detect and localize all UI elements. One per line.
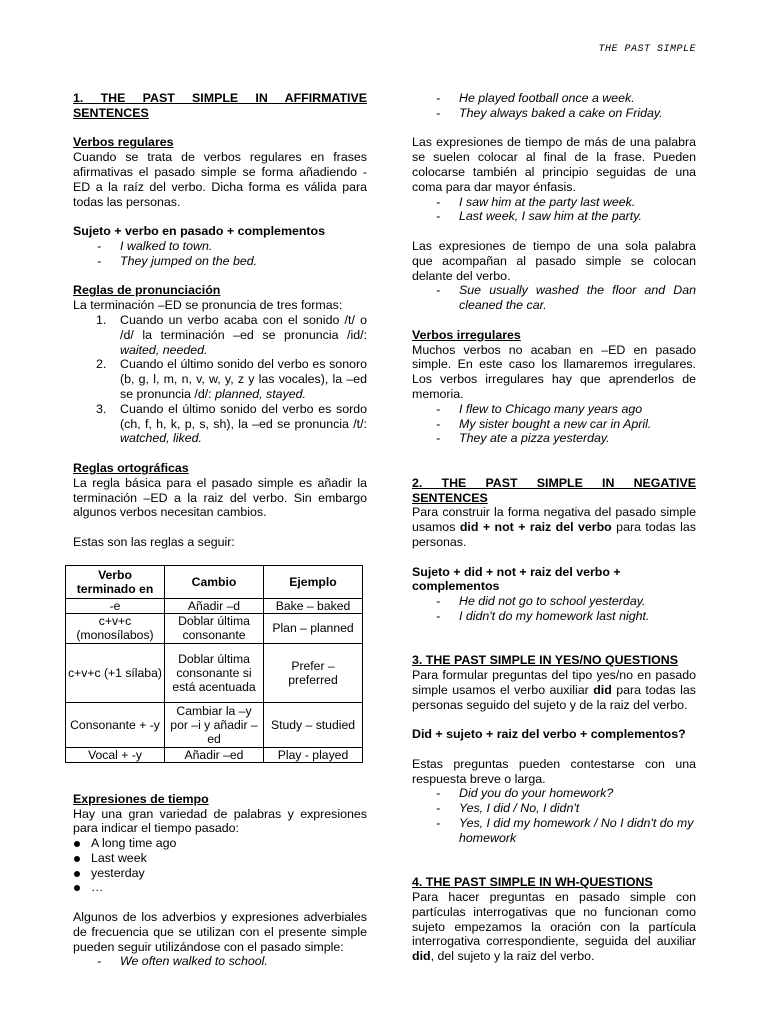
table-cell: Study – studied (264, 702, 363, 747)
table-cell: Vocal + -y (66, 747, 165, 762)
table-cell: Play - played (264, 747, 363, 762)
bullet-icon (74, 856, 80, 862)
bullet-icon (74, 885, 80, 891)
adverbs-text: Algunos de los adverbios y expresiones adverbiales de frecuencia que se utilizan con el presente simple pueden seguir utilizándose con el pasado simple: (73, 910, 367, 954)
pronunciation-heading: Reglas de pronunciación (73, 283, 221, 298)
table-cell: Añadir –ed (165, 747, 264, 762)
pronunciation-item: 2. Cuando el último sonido del verbo es sonoro (b, g, l, m, n, v, w, y, z y las vocales), la –ed se pronuncia /d/: planned, stayed. (96, 357, 367, 401)
left-column (68, 91, 367, 969)
table-row (66, 643, 363, 702)
table-cell: Doblar última consonante si está acentuada (165, 643, 264, 702)
example-line: - We often walked to school. (73, 954, 367, 969)
bullet-icon (74, 871, 80, 877)
table-cell: -e (66, 598, 165, 613)
time-expressions-heading: Expresiones de tiempo (73, 791, 209, 806)
regular-verbs-heading: Verbos regulares (73, 135, 174, 150)
example-line: - My sister bought a new car in April. (412, 417, 696, 432)
yes-no-formula: Did + sujeto + raiz del verbo + complementos? (412, 727, 686, 742)
table-cell: Consonante + -y (66, 702, 165, 747)
affirmative-formula: Sujeto + verbo en pasado + complementos (73, 224, 326, 239)
example-line: - I flew to Chicago many years ago (412, 402, 696, 417)
spelling-rules-table (65, 565, 363, 763)
bullet-item: … (73, 880, 367, 895)
table-cell: Cambiar la –y por –i y añadir –ed (165, 702, 264, 747)
example-line: - I didn't do my homework last night. (412, 609, 696, 624)
bullet-icon (74, 841, 80, 847)
page-header: THE PAST SIMPLE (598, 44, 696, 55)
table-cell: Prefer – preferred (264, 643, 363, 702)
regular-verbs-text: Cuando se trata de verbos regulares en frases afirmativas el pasado simple se forma añadiendo -ED a la raíz del verbo. Dicha forma es válida para todas las personas. (73, 150, 367, 209)
time-expressions-text: Hay una gran variedad de palabras y expresiones para indicar el tiempo pasado: (73, 806, 367, 836)
section-4-title: 4. THE PAST SIMPLE IN WH-QUESTIONS (412, 875, 653, 890)
section-3-title: 3. THE PAST SIMPLE IN YES/NO QUESTIONS (412, 653, 678, 668)
table-row (66, 747, 363, 762)
table-row (66, 598, 363, 613)
negative-formula: Sujeto + did + not + raiz del verbo + complementos (412, 564, 621, 594)
table-row (66, 613, 363, 643)
spelling-heading: Reglas ortográficas (73, 460, 189, 475)
example-line: - He played football once a week. (412, 91, 696, 106)
example-line: - I saw him at the party last week. (412, 195, 696, 210)
bullet-item: Last week (73, 851, 367, 866)
negative-text: Para construir la forma negativa del pasado simple usamos did + not + raiz del verbo para todas las personas. (412, 505, 697, 549)
table-header-cell: Ejemplo (264, 565, 363, 598)
irregular-verbs-heading: Verbos irregulares (412, 327, 521, 342)
example-line: - They ate a pizza yesterday. (412, 431, 696, 446)
example-line: - Did you do your homework? (412, 786, 696, 801)
right-column (412, 91, 696, 964)
example-line: - They jumped on the bed. (73, 254, 367, 269)
irregular-verbs-text: Muchos verbos no acaban en –ED en pasado simple. En este caso los llamaremos irregulares. Los verbos irregulares hay que aprenderlos de memoria. (412, 342, 696, 401)
example-line: - Last week, I saw him at the party. (412, 209, 696, 224)
table-cell: Plan – planned (264, 613, 363, 643)
example-line: - I walked to town. (73, 239, 367, 254)
multi-word-expressions-text: Las expresiones de tiempo de más de una palabra se suelen colocar al final de la frase. Pueden colocarse también al principio seguidas de una coma para dar mayor énfasis. (412, 135, 696, 194)
table-cell: Doblar última consonante (165, 613, 264, 643)
spelling-rules-intro: Estas son las reglas a seguir: (73, 534, 235, 549)
yes-no-text: Para formular preguntas del tipo yes/no en pasado simple usamos el verbo auxiliar did para todas las personas seguido del sujeto y de la raiz del verbo. (412, 668, 696, 712)
example-line: - They always baked a cake on Friday. (412, 106, 696, 121)
pronunciation-item: 3. Cuando el último sonido del verbo es sordo (ch, f, h, k, p, s, sh), la –ed se pronuncia /t/: watched, liked. (96, 401, 367, 446)
table-cell: Añadir –d (165, 598, 264, 613)
bullet-item: A long time ago (73, 836, 367, 851)
pronunciation-item: 1. Cuando un verbo acaba con el sonido /t/ o /d/ la terminación –ed se pronuncia /id/: waited, needed. (96, 312, 367, 357)
section-1-title: 1. THE PAST SIMPLE IN AFFIRMATIVE SENTENCES (73, 91, 367, 120)
pronunciation-intro: La terminación –ED se pronuncia de tres formas: (73, 298, 343, 313)
table-cell: c+v+c (+1 sílaba) (66, 643, 165, 702)
table-header-cell: Verbo terminado en (66, 565, 165, 598)
single-word-expressions-text: Las expresiones de tiempo de una sola palabra que acompañan al pasado simple se colocan delante del verbo. (412, 238, 696, 283)
example-line: - Sue usually washed the floor and Dan cleaned the car. (412, 283, 696, 313)
table-cell: c+v+c (monosílabos) (66, 613, 165, 643)
spelling-text: La regla básica para el pasado simple es añadir la terminación –ED a la raiz del verbo. Sin embargo algunos verbos necesitan cambios. (73, 475, 367, 520)
example-line: - He did not go to school yesterday. (412, 594, 696, 609)
answers-text: Estas preguntas pueden contestarse con una respuesta breve o larga. (412, 756, 696, 786)
table-header-cell: Cambio (165, 565, 264, 598)
bullet-item: yesterday (73, 866, 367, 881)
example-line: - Yes, I did my homework / No I didn't do my homework (412, 816, 696, 846)
wh-questions-text: Para hacer preguntas en pasado simple con partículas interrogativas que no funcionan como sujeto empezamos la oración con la partícula interrogativa correspondiente, seguida del auxiliar did, del sujeto y la raiz del verbo. (412, 890, 696, 964)
example-line: - Yes, I did / No, I didn't (412, 801, 696, 816)
table-header-row (66, 565, 363, 598)
table-cell: Bake – baked (264, 598, 363, 613)
table-row (66, 702, 363, 747)
section-2-title: 2. THE PAST SIMPLE IN NEGATIVE SENTENCES (412, 475, 696, 505)
